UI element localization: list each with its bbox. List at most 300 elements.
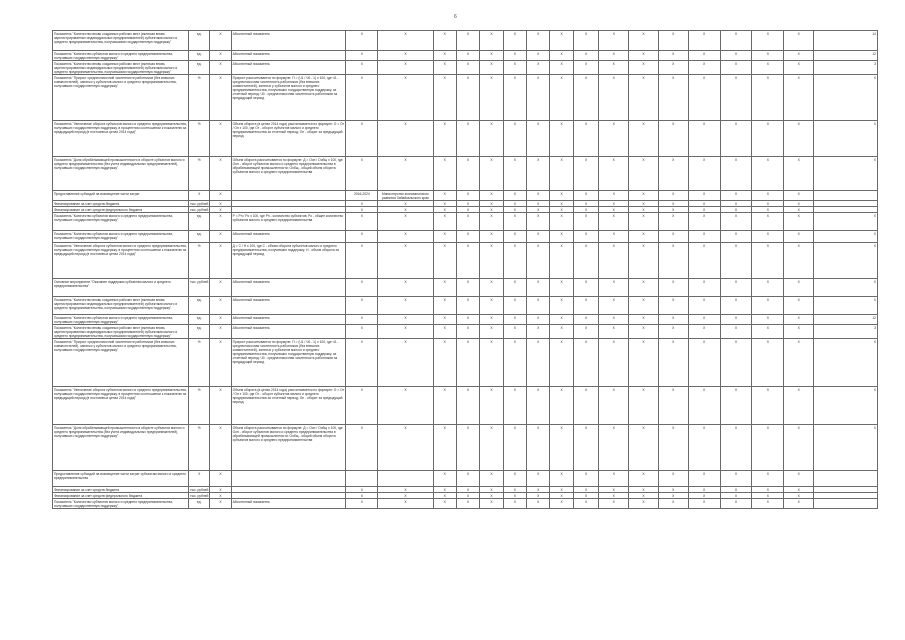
table-cell: X	[720, 471, 752, 487]
table-cell: X	[688, 493, 720, 499]
table-cell: X	[210, 61, 231, 75]
table-cell: X	[658, 499, 688, 509]
table-cell: X	[527, 279, 550, 297]
table-cell: Объем оборота рассчитывается по формуле: Д = Oоп / Oобщ x 100, где Oоп - оборот субъектов малого и среднего предпринимательства в обрабатывающей промышленности; Oобщ - общий объем оборота субъектов малого и среднего предпринимательства	[231, 157, 346, 191]
table-cell: X	[720, 315, 752, 325]
table-cell: X	[752, 493, 784, 499]
table-cell: Объем оборота (в ценах 2014 года) рассчитывается по формуле: О = Oт / Oп x 100, где Oт - оборот субъектов малого и среднего предпринимательства за отчетный период; Oп - оборот за предыдущий период	[231, 387, 346, 425]
table-cell: X	[527, 339, 550, 387]
table-cell: X	[527, 387, 550, 425]
table-cell: X	[550, 207, 573, 213]
table-cell: X	[688, 279, 720, 297]
table-cell: X	[720, 31, 752, 51]
table-cell: X	[503, 425, 526, 471]
table-cell	[231, 191, 346, 201]
table-cell: X	[346, 243, 378, 279]
table-cell: X	[346, 487, 378, 493]
table-body	[53, 31, 878, 509]
table-cell: X	[503, 157, 526, 191]
table-cell: X	[433, 75, 456, 121]
table-cell: X	[378, 157, 433, 191]
table-cell	[814, 191, 878, 201]
table-cell: X	[629, 279, 659, 297]
table-cell: X	[210, 75, 231, 121]
table-cell: X	[599, 493, 629, 499]
table-cell: X	[433, 191, 456, 201]
table-cell: X	[346, 207, 378, 213]
table-cell: X	[629, 243, 659, 279]
table-cell: Абсолютный показатель	[231, 499, 346, 509]
table-cell: %	[189, 339, 210, 387]
table-cell: Показатель "Количество субъектов малого и среднего предпринимательства, получивших государственную поддержку"	[53, 499, 189, 509]
table-cell: X	[658, 471, 688, 487]
table-cell: X	[752, 121, 784, 157]
table-cell: X	[346, 315, 378, 325]
table-cell: X	[480, 425, 503, 471]
table-cell: X	[688, 471, 720, 487]
table-cell: X	[210, 279, 231, 297]
table-cell: X	[752, 191, 784, 201]
table-cell: X	[503, 231, 526, 243]
table-cell: ед.	[189, 325, 210, 339]
table-cell: X	[503, 279, 526, 297]
table-cell: X	[814, 339, 878, 387]
table-cell: 12	[814, 51, 878, 61]
table-cell: Основное мероприятие "Оказание поддержки субъектам малого и среднего предпринимательства"	[53, 279, 189, 297]
table-cell: Абсолютный показатель	[231, 297, 346, 315]
table-cell: X	[210, 157, 231, 191]
table-cell: X	[527, 231, 550, 243]
table-cell: X	[550, 493, 573, 499]
table-cell: X	[688, 231, 720, 243]
table-cell: X	[629, 157, 659, 191]
table-cell: ед.	[189, 61, 210, 75]
table-cell: X	[720, 425, 752, 471]
table-cell: X	[550, 61, 573, 75]
table-cell: X	[599, 387, 629, 425]
table-cell: X	[456, 207, 479, 213]
table-cell: X	[480, 493, 503, 499]
program-table-sheet	[52, 30, 878, 630]
table-cell: X	[550, 279, 573, 297]
table-cell: X	[784, 325, 814, 339]
table-cell: X	[658, 213, 688, 231]
table-cell: %	[189, 243, 210, 279]
table-cell: ед.	[189, 231, 210, 243]
program-table	[52, 30, 878, 509]
table-cell: X	[720, 157, 752, 191]
table-cell: X	[433, 231, 456, 243]
table-cell: Абсолютный показатель	[231, 61, 346, 75]
table-cell: X	[784, 499, 814, 509]
table-cell: X	[629, 121, 659, 157]
table-cell: X	[720, 243, 752, 279]
table-cell: X	[433, 201, 456, 207]
table-cell: X	[503, 487, 526, 493]
table-cell: X	[629, 231, 659, 243]
table-cell: X	[378, 243, 433, 279]
table-cell: X	[784, 425, 814, 471]
table-cell: X	[550, 487, 573, 493]
table-cell: X	[573, 471, 599, 487]
table-cell: X	[550, 121, 573, 157]
table-cell: X	[378, 201, 433, 207]
table-cell: X	[784, 75, 814, 121]
table-cell: X	[688, 213, 720, 231]
table-cell: X	[814, 75, 878, 121]
table-row	[53, 31, 878, 51]
table-cell: X	[658, 279, 688, 297]
table-cell: X	[573, 499, 599, 509]
table-cell: X	[720, 387, 752, 425]
table-cell: X	[720, 75, 752, 121]
table-cell: X	[784, 487, 814, 493]
table-cell: X	[599, 243, 629, 279]
table-cell: тыс. рублей	[189, 279, 210, 297]
table-cell: X	[433, 279, 456, 297]
table-cell: X	[210, 51, 231, 61]
table-row	[53, 315, 878, 325]
table-cell: X	[573, 201, 599, 207]
table-cell: X	[573, 213, 599, 231]
table-cell: X	[658, 387, 688, 425]
table-cell: X	[599, 279, 629, 297]
table-cell: X	[503, 31, 526, 51]
table-cell: X	[573, 315, 599, 325]
table-cell: X	[378, 387, 433, 425]
page-number: 6	[454, 14, 457, 20]
table-cell: X	[814, 387, 878, 425]
table-cell: X	[784, 339, 814, 387]
table-cell: X	[346, 51, 378, 61]
table-cell: X	[346, 31, 378, 51]
table-cell: X	[599, 471, 629, 487]
table-cell: X	[752, 207, 784, 213]
table-cell: X	[688, 191, 720, 201]
table-cell: X	[378, 279, 433, 297]
table-cell: X	[550, 325, 573, 339]
table-cell: X	[378, 61, 433, 75]
table-cell: X	[658, 315, 688, 325]
table-cell: ед.	[189, 51, 210, 61]
table-cell: X	[456, 213, 479, 231]
table-cell: X	[688, 75, 720, 121]
table-cell: X	[456, 297, 479, 315]
table-cell: X	[629, 471, 659, 487]
table-cell: X	[503, 325, 526, 339]
table-cell: X	[346, 61, 378, 75]
table-cell: X	[456, 499, 479, 509]
table-cell: X	[658, 231, 688, 243]
table-cell: X	[814, 231, 878, 243]
table-cell: X	[814, 297, 878, 315]
table-cell: X	[456, 201, 479, 207]
table-cell: X	[658, 75, 688, 121]
table-cell: X	[210, 315, 231, 325]
table-cell: X	[658, 325, 688, 339]
table-cell: %	[189, 75, 210, 121]
table-cell: X	[346, 279, 378, 297]
table-cell: X	[784, 31, 814, 51]
table-cell: X	[433, 243, 456, 279]
table-cell: X	[599, 207, 629, 213]
table-cell: X	[456, 75, 479, 121]
table-cell: X	[527, 297, 550, 315]
table-cell: X	[599, 75, 629, 121]
table-row	[53, 499, 878, 509]
table-cell: X	[720, 201, 752, 207]
table-cell: X	[480, 201, 503, 207]
table-cell: X	[599, 51, 629, 61]
table-cell: X	[210, 231, 231, 243]
table-cell: X	[378, 339, 433, 387]
table-cell: X	[658, 61, 688, 75]
table-cell: X	[720, 121, 752, 157]
table-cell: X	[688, 243, 720, 279]
table-cell: X	[503, 387, 526, 425]
table-cell: X	[688, 325, 720, 339]
table-cell: ед.	[189, 31, 210, 51]
table-cell: X	[752, 157, 784, 191]
table-cell: X	[752, 339, 784, 387]
table-cell: X	[378, 231, 433, 243]
table-row	[53, 51, 878, 61]
table-cell: X	[629, 315, 659, 325]
table-cell: X	[629, 325, 659, 339]
table-cell: X	[456, 493, 479, 499]
table-cell: X	[503, 493, 526, 499]
table-cell: X	[378, 487, 433, 493]
table-cell: X	[378, 51, 433, 61]
table-cell: X	[814, 279, 878, 297]
table-cell: X	[550, 157, 573, 191]
table-cell: X	[210, 325, 231, 339]
table-cell: X	[456, 231, 479, 243]
table-cell: X	[752, 201, 784, 207]
table-cell: X	[503, 471, 526, 487]
table-cell: X	[629, 387, 659, 425]
table-cell: X	[456, 325, 479, 339]
table-cell: X	[752, 213, 784, 231]
table-cell: X	[629, 51, 659, 61]
table-cell: X	[480, 191, 503, 201]
table-cell: X	[503, 121, 526, 157]
table-cell: X	[503, 499, 526, 509]
table-cell: Финансирование за счет средств федерального бюджета	[53, 493, 189, 499]
table-cell	[231, 471, 346, 487]
table-cell: X	[720, 191, 752, 201]
table-cell: X	[456, 339, 479, 387]
table-cell: X	[814, 157, 878, 191]
table-cell: X	[456, 425, 479, 471]
table-cell: Показатель "Количество вновь созданных рабочих мест (включая вновь зарегистрированных индивидуальных предпринимателей) субъектами малого и среднего предпринимательства, получившими государственную поддержку"	[53, 325, 189, 339]
table-cell: X	[688, 339, 720, 387]
table-cell: X	[720, 487, 752, 493]
table-cell: X	[433, 487, 456, 493]
table-cell: X	[784, 51, 814, 61]
table-cell: X	[599, 425, 629, 471]
table-cell: 3	[814, 325, 878, 339]
table-cell: X	[814, 243, 878, 279]
table-cell: X	[752, 31, 784, 51]
table-cell: 2016-2024	[346, 191, 378, 201]
table-cell: Финансирование за счет средств бюджета	[53, 201, 189, 207]
table-cell: X	[599, 121, 629, 157]
table-cell: X	[688, 425, 720, 471]
table-cell: X	[433, 207, 456, 213]
table-row	[53, 231, 878, 243]
table-cell: X	[752, 315, 784, 325]
table-cell: X	[599, 499, 629, 509]
table-cell: X	[433, 157, 456, 191]
table-cell: X	[599, 31, 629, 51]
table-cell: X	[480, 279, 503, 297]
table-cell: X	[752, 75, 784, 121]
table-cell: X	[378, 325, 433, 339]
table-cell: X	[573, 121, 599, 157]
table-row	[53, 325, 878, 339]
table-cell: X	[210, 471, 231, 487]
table-cell: X	[688, 387, 720, 425]
table-cell: X	[658, 51, 688, 61]
table-cell: X	[527, 31, 550, 51]
table-cell: X	[573, 231, 599, 243]
table-cell: X	[688, 121, 720, 157]
table-cell: Абсолютный показатель	[231, 315, 346, 325]
table-cell: X	[527, 191, 550, 201]
table-cell: X	[720, 279, 752, 297]
table-row	[53, 387, 878, 425]
table-cell: X	[346, 339, 378, 387]
table-cell: X	[527, 493, 550, 499]
table-cell: ед.	[189, 213, 210, 231]
table-cell: X	[346, 493, 378, 499]
table-cell: X	[503, 243, 526, 279]
table-cell: Показатель "Количество субъектов малого и среднего предпринимательства, получивших государственную поддержку"	[53, 51, 189, 61]
table-cell: X	[573, 487, 599, 493]
table-row	[53, 471, 878, 487]
table-cell: X	[503, 61, 526, 75]
table-cell: X	[784, 121, 814, 157]
table-cell: X	[378, 207, 433, 213]
table-cell: X	[688, 157, 720, 191]
table-cell: X	[346, 425, 378, 471]
table-cell: X	[599, 213, 629, 231]
table-cell: %	[189, 121, 210, 157]
table-cell: X	[720, 231, 752, 243]
table-cell: Д = С / Н x 100, где С - объем оборота субъектов малого и среднего предпринимательства, получивших поддержку; Н - объем оборота за предыдущий период	[231, 243, 346, 279]
table-cell: X	[346, 121, 378, 157]
table-cell: Показатель "Количество вновь созданных рабочих мест (включая вновь зарегистрированных индивидуальных предпринимателей) субъектами малого и среднего предпринимательства, получившими государственную поддержку"	[53, 61, 189, 75]
table-row	[53, 61, 878, 75]
table-cell: X	[346, 387, 378, 425]
table-cell: ед.	[189, 499, 210, 509]
table-cell: X	[527, 471, 550, 487]
table-cell: %	[189, 425, 210, 471]
table-cell: X	[210, 339, 231, 387]
table-cell: X	[210, 201, 231, 207]
table-cell: X	[527, 157, 550, 191]
table-cell: X	[784, 201, 814, 207]
table-cell: X	[210, 121, 231, 157]
table-cell: X	[658, 297, 688, 315]
table-cell: X	[527, 499, 550, 509]
table-cell: тыс. рублей	[190, 493, 209, 498]
table-cell: X	[189, 471, 210, 487]
table-cell: X	[629, 191, 659, 201]
table-cell: X	[378, 297, 433, 315]
table-cell: X	[480, 487, 503, 493]
table-cell: Показатель "Количество вновь созданных рабочих мест (включая вновь зарегистрированных индивидуальных предпринимателей) субъектами малого и среднего предпринимательства, получившими государственную поддержку"	[53, 31, 189, 51]
table-cell: X	[784, 191, 814, 201]
table-cell: Абсолютный показатель	[231, 279, 346, 297]
table-cell: X	[456, 487, 479, 493]
table-cell: Предоставление субсидий на возмещение части затрат субъектам малого и среднего предпринимательства	[53, 471, 189, 487]
table-cell	[814, 499, 878, 509]
table-cell: Показатель "Прирост среднесписочной численности работников (без внешних совместителей), занятых у субъектов малого и среднего предпринимательства, получивших государственную поддержку"	[53, 339, 189, 387]
table-cell: X	[550, 387, 573, 425]
table-cell: X	[550, 75, 573, 121]
table-cell: Р = Рп / Ро x 100, где Рп - количество субъектов; Ро - общее количество субъектов малого и среднего предпринимательства	[231, 213, 346, 231]
table-cell: Показатель "Доля обрабатывающей промышленности в обороте субъектов малого и среднего предпринимательства (без учета индивидуальных предпринимателей), получивших государственную поддержку"	[53, 157, 189, 191]
table-cell: X	[346, 157, 378, 191]
table-cell: X	[688, 31, 720, 51]
table-cell: X	[752, 231, 784, 243]
table-cell: X	[433, 425, 456, 471]
table-row	[53, 213, 878, 231]
table-cell: %	[189, 157, 210, 191]
table-cell	[378, 471, 433, 487]
table-cell: Показатель "Доля обрабатывающей промышленности в обороте субъектов малого и среднего предпринимательства (без учета индивидуальных предпринимателей), получивших государственную поддержку"	[53, 425, 189, 471]
table-cell: X	[720, 499, 752, 509]
table-cell: X	[527, 315, 550, 325]
table-cell: X	[720, 213, 752, 231]
table-cell: X	[599, 191, 629, 201]
table-cell: X	[573, 425, 599, 471]
table-cell: Показатель "Увеличение оборота субъектов малого и среднего предпринимательства, получивших государственную поддержку, в процентном соотношении к показателю за предыдущий период (в постоянных ценах 2014 года)"	[53, 121, 189, 157]
table-cell: Показатель "Увеличение оборота субъектов малого и среднего предпринимательства, получивших государственную поддержку, в процентном соотношении к показателю за предыдущий период (в постоянных ценах 2014 года)"	[53, 387, 189, 425]
table-cell: X	[346, 201, 378, 207]
table-cell: X	[210, 425, 231, 471]
table-cell: X	[480, 31, 503, 51]
table-cell: X	[527, 207, 550, 213]
table-cell: 14	[814, 31, 878, 51]
table-cell: X	[752, 279, 784, 297]
table-row	[53, 75, 878, 121]
table-cell: X	[503, 213, 526, 231]
table-cell: X	[527, 75, 550, 121]
table-cell: X	[480, 121, 503, 157]
table-cell: X	[378, 213, 433, 231]
table-cell: X	[550, 201, 573, 207]
table-cell: X	[814, 121, 878, 157]
table-cell: X	[752, 61, 784, 75]
table-cell: X	[433, 51, 456, 61]
table-cell: X	[480, 231, 503, 243]
table-cell: X	[688, 61, 720, 75]
table-cell: Показатель "Увеличение оборота субъектов малого и среднего предпринимательства, получивших государственную поддержку, в процентном соотношении к показателю за предыдущий период (в постоянных ценах 2014 года)"	[53, 243, 189, 279]
table-cell: X	[688, 487, 720, 493]
table-cell: X	[433, 297, 456, 315]
table-cell: X	[456, 51, 479, 61]
table-cell: X	[752, 471, 784, 487]
table-cell: X	[378, 493, 433, 499]
table-cell: X	[573, 51, 599, 61]
table-cell: X	[784, 157, 814, 191]
table-cell: X	[629, 425, 659, 471]
table-cell: X	[480, 75, 503, 121]
table-cell: X	[346, 297, 378, 315]
